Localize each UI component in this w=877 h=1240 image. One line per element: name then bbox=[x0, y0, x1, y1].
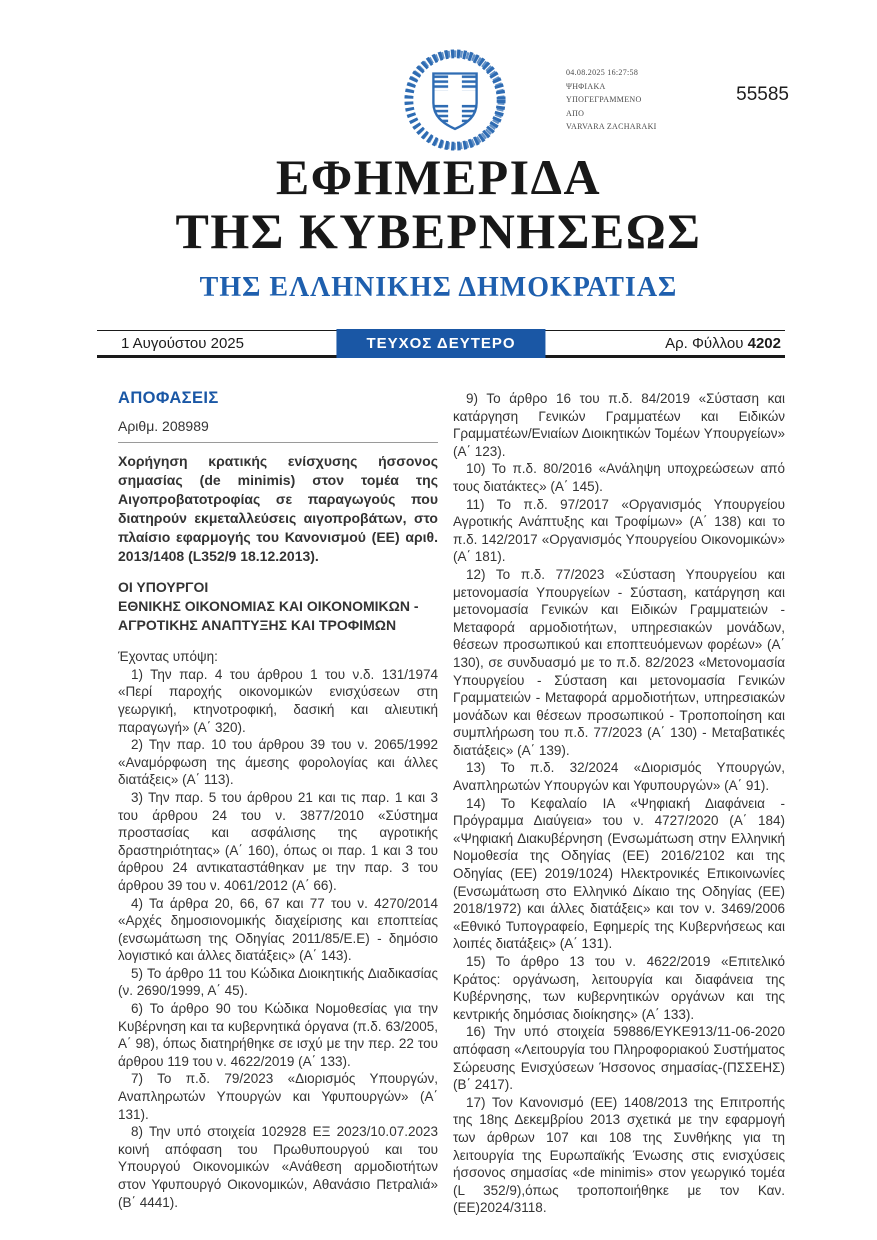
sheet-label: Αρ. Φύλλου bbox=[665, 334, 748, 352]
sheet-no: 4202 bbox=[747, 334, 781, 352]
issue-date: 1 Αυγούστου 2025 bbox=[121, 334, 244, 352]
legal-reference-item-4: 4) Τα άρθρα 20, 66, 67 και 77 του ν. 4270/2014 «Αρχές δημοσιονομικής διαχείρισης και εποπτείας (ενσωμάτωση της Οδηγίας 2011/85/Ε.Ε) - δημόσιο λογιστικό και άλλες διατάξεις» (Α΄ 143). bbox=[118, 895, 438, 964]
left-column bbox=[118, 390, 438, 1217]
ministers-line: ΕΘΝΙΚΗΣ ΟΙΚΟΝΟΜΙΑΣ ΚΑΙ ΟΙΚΟΝΟΜΙΚΩΝ - bbox=[118, 598, 419, 615]
ministers-line: ΟΙ ΥΠΟΥΡΓΟΙ bbox=[118, 579, 209, 596]
greek-coat-of-arms-icon bbox=[401, 46, 509, 154]
legal-reference-item-12: 12) Το π.δ. 77/2023 «Σύσταση Υπουργείου και μετονομασία Υπουργείων - Σύσταση, κατάργηση και μετονομασία Γενικών και Ειδικών Γραμματειών - Μεταφορά αρμοδιοτήτων, υπηρεσιακών μονάδων, θέσεων προσωπικού και εποπτευόμενων φορέων» (Α΄ 130), σε συνδυασμό με το π.δ. 82/2023 «Μετονομασία Υπουργείου - Σύσταση και μετονομασία Γενικών Γραμματειών - Μεταφορά αρμοδιοτήτων, υπηρεσιακών μονάδων και θέσεων προσωπικού - Τροποποίηση και συμπλήρωση του π.δ. 77/2023 (Α΄ 130) - Μεταβατικές διατάξεις» (Α΄ 139). bbox=[453, 566, 785, 758]
legal-reference-item-8: 8) Την υπό στοιχεία 102928 ΕΞ 2023/10.07.2023 κοινή απόφαση του Πρωθυπουργού και του Υπουργού Οικονομικών «Ανάθεση αρμοδιοτήτων στον Υφυπουργό Οικονομικών, Αθανάσιο Πετραλιά» (Β΄ 4441). bbox=[118, 1124, 438, 1210]
legal-reference-item-2: 2) Την παρ. 10 του άρθρου 39 του ν. 2065/1992 «Αναμόρφωση της άμεσης φορολογίας και άλλες διατάξεις» (Α΄ 113). bbox=[118, 737, 438, 788]
legal-reference-item-6: 6) Το άρθρο 90 του Κώδικα Νομοθεσίας για την Κυβέρνηση και τα κυβερνητικά όργανα (π.δ. 63/2005, Α΄ 98), όπως διατηρήθηκε σε ισχύ με την περ. 22 του άρθρου 119 του ν. 4622/2019 (Α΄ 133). bbox=[118, 1001, 438, 1069]
legal-reference-item-7: 7) Το π.δ. 79/2023 «Διορισμός Υπουργών, Αναπληρωτών Υπουργών και Υφυπουργών» (Α΄ 131). bbox=[118, 1071, 438, 1122]
legal-reference-item-15: 15) Το άρθρο 13 του ν. 4622/2019 «Επιτελικό Κράτος: οργάνωση, λειτουργία και διαφάνεια της Κυβέρνησης, των κυβερνητικών οργάνων και της κεντρικής δημόσιας διοίκησης» (Α΄ 133). bbox=[453, 954, 785, 1022]
signature-line: ΨΗΦΙΑΚΑ bbox=[566, 81, 606, 91]
signature-line: ΑΠΟ bbox=[566, 108, 585, 118]
legal-reference-item-3: 3) Την παρ. 5 του άρθρου 21 και τις παρ. 1 και 3 του άρθρου 24 του ν. 3877/2010 «Σύστημα προστασίας και ασφάλισης της αγροτικής δραστηριότητας» (Α΄ 160), όπως οι παρ. 1 και 3 του άρθρου 24 αντικαταστάθηκαν με την παρ. 3 του άρθρου 39 του ν. 4061/2012 (Α΄ 66). bbox=[118, 789, 438, 893]
legal-reference-item-9: 9) Το άρθρο 16 του π.δ. 84/2019 «Σύσταση και κατάργηση Γενικών Γραμματέων και Ειδικών Γραμματέων/Ενιαίων Διοικητικών Τομέων Υπουργείων» (Α΄ 123). bbox=[453, 391, 785, 459]
sheet-number-label bbox=[665, 335, 785, 352]
legal-reference-item-1: 1) Την παρ. 4 του άρθρου 1 του ν.δ. 131/1974 «Περί παροχής οικονομικών ενισχύσεων στη γεωργική, κτηνοτροφική, δασική και αλιευτική παραγωγή» (Α΄ 320). bbox=[118, 666, 438, 735]
legal-reference-item-16: 16) Την υπό στοιχεία 59886/ΕΥΚΕ913/11-06-2020 απόφαση «Λειτουργία του Πληροφοριακού Συστήματος Σώρευσης Ενισχύσεων Ήσσονος σημασίας-(ΠΣΣΕΗΣ) (Β΄ 2417). bbox=[453, 1024, 785, 1093]
ministers-heading bbox=[118, 578, 438, 635]
gazette-header bbox=[0, 0, 877, 358]
issue-info-bar bbox=[97, 330, 785, 358]
signature-timestamp: 04.08.2025 16:27:58 bbox=[566, 68, 639, 77]
signature-line: ΥΠΟΓΕΓΡΑΜΜΕΝΟ bbox=[566, 95, 642, 104]
legal-reference-item-5: 5) Το άρθρο 11 του Κώδικα Διοικητικής Διαδικασίας (ν. 2690/1999, Α΄ 45). bbox=[118, 965, 438, 999]
legal-reference-item-17: 17) Τον Κανονισμό (ΕΕ) 1408/2013 της Επιτροπής της 18ης Δεκεμβρίου 2013 σχετικά με την εφαρμογή των άρθρων 107 και 108 της Συνθήκης για τη λειτουργία της Ευρωπαϊκής Ένωσης στις ενισχύσεις ήσσονος σημασίας «de minimis» στον γεωργικό τομέα (L 352/9),όπως τροποποιήθηκε με τον Καν.(ΕΕ)2024/3118. bbox=[453, 1094, 785, 1216]
masthead-title-line2: ΤΗΣ ΚΥΒΕΡΝΗΣΕΩΣ bbox=[175, 203, 702, 259]
masthead bbox=[0, 150, 877, 304]
page-number: 55585 bbox=[736, 84, 789, 105]
legal-reference-item-14: 14) Το Κεφαλαίο ΙΑ «Ψηφιακή Διαφάνεια - Πρόγραμμα Διαύγεια» του ν. 4727/2020 (Α΄ 184) «Ψηφιακή Διακυβέρνηση (Ενσωμάτωση στην Ελληνική Νομοθεσία της Οδηγίας (ΕΕ) 2016/2102 και της Οδηγίας (ΕΕ) 2019/1024) Ηλεκτρονικές Επικοινωνίες (Ενσωμάτωση στο Ελληνικό Δίκαιο της Οδηγίας (ΕΕ) 2018/1972) και άλλες διατάξεις» και τον ν. 3469/2006 «Εθνικό Τυπογραφείο, Εφημερίς της Κυβερνήσεως και λοιπές διατάξεις» (Α΄ 131). bbox=[453, 795, 785, 952]
masthead-title-line1: ΕΦΗΜΕΡΙΔΑ bbox=[275, 149, 602, 205]
masthead-subtitle: ΤΗΣ ΕΛΛΗΝΙΚΗΣ ΔΗΜΟΚΡΑΤΙΑΣ bbox=[199, 272, 678, 303]
decision-number: Αριθμ. 208989 bbox=[118, 418, 438, 444]
digital-signature-block bbox=[566, 66, 657, 134]
signature-signer: VARVARA ZACHARAKI bbox=[566, 122, 657, 131]
right-column bbox=[453, 390, 785, 1217]
preamble: Έχοντας υπόψη: bbox=[118, 649, 218, 665]
ministers-line: ΑΓΡΟΤΙΚΗΣ ΑΝΑΠΤΥΞΗΣ ΚΑΙ ΤΡΟΦΙΜΩΝ bbox=[118, 617, 397, 634]
legal-reference-item-13: 13) Το π.δ. 32/2024 «Διορισμός Υπουργών, Αναπληρωτών Υπουργών και Υφυπουργών» (Α΄ 91). bbox=[453, 760, 785, 794]
legal-reference-item-11: 11) Το π.δ. 97/2017 «Οργανισμός Υπουργείου Αγροτικής Ανάπτυξης και Τροφίμων» (Α΄ 138) και το π.δ. 142/2017 «Οργανισμός Υπουργείου Οικονομικών» (Α΄ 181). bbox=[453, 496, 785, 565]
section-heading-decisions: ΑΠΟΦΑΣΕΙΣ bbox=[118, 389, 219, 407]
issue-type-badge: ΤΕΥΧΟΣ ΔΕΥΤΕΡΟ bbox=[336, 329, 545, 358]
document-body bbox=[118, 390, 785, 1217]
legal-reference-item-10: 10) Το π.δ. 80/2016 «Ανάληψη υποχρεώσεων από τους διατάκτες» (Α΄ 145). bbox=[453, 461, 785, 494]
decision-title: Χορήγηση κρατικής ενίσχυσης ήσσονος σημασίας (de minimis) στον τομέα της Αιγοπροβατοτροφίας σε παραγωγούς που διατηρούν εκμεταλλεύσεις αιγοπροβάτων, στο πλαίσιο εφαρμογής του Κανονισμού (ΕΕ) αριθ. 2013/1408 (L352/9 18.12.2013). bbox=[118, 453, 438, 565]
top-row bbox=[0, 0, 877, 150]
